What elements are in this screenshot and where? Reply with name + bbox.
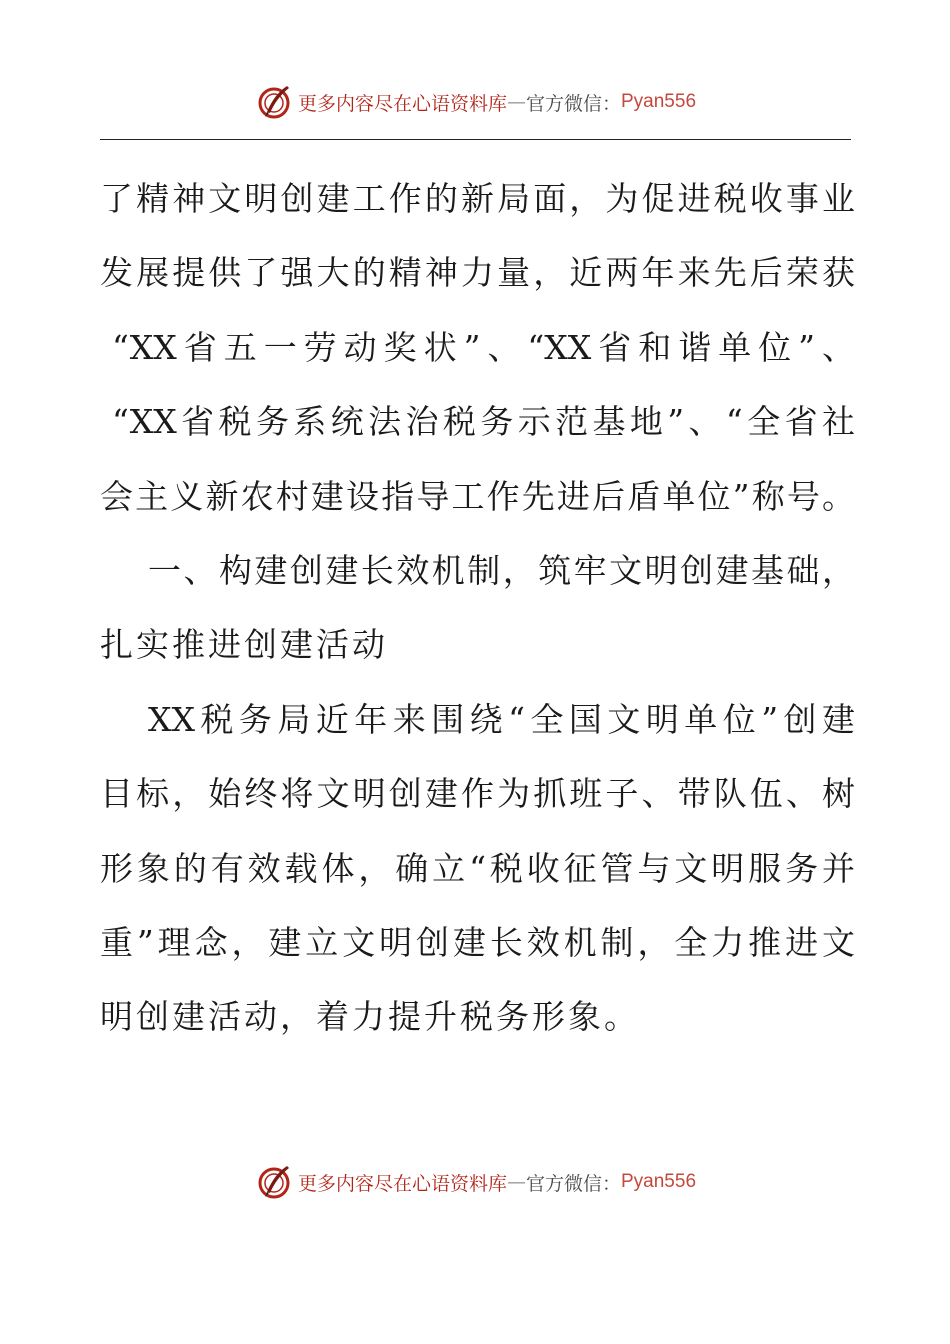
text-line: 明创建活动，着力提升税务形象。: [100, 997, 640, 1037]
header-divider: [100, 139, 851, 140]
text-line: “XX省税务系统法治税务示范基地”、“全省社: [112, 402, 855, 442]
watermark-dash: —: [506, 1171, 526, 1193]
header-watermark: [0, 80, 950, 124]
text-line: 会主义新农村建设指导工作先进后盾单位”称号。: [100, 476, 855, 516]
document-body: [100, 162, 855, 1055]
text-line: 了精神文明创建工作的新局面，为促进税收事业: [100, 179, 855, 218]
watermark-wechat-label: 官方微信：: [525, 1172, 621, 1195]
text-line: XX税务局近年来围绕“全国文明单位”创建: [148, 699, 855, 739]
watermark-wechat-label: 官方微信：: [525, 92, 621, 115]
quill-pen-logo-icon: [254, 82, 294, 122]
watermark-site-name: 更多内容尽在心语资料库: [297, 1172, 507, 1195]
watermark-wechat-id: Pyan556: [621, 91, 697, 112]
section-heading-line: 扎实推进创建活动: [100, 625, 388, 665]
watermark-wechat-id: Pyan556: [621, 1171, 697, 1192]
text-line: 重”理念，建立文明创建长效机制，全力推进文: [100, 922, 855, 962]
watermark-site-name: 更多内容尽在心语资料库: [297, 92, 507, 115]
section-heading-line: 一、构建创建长效机制，筑牢文明创建基础，: [148, 550, 855, 590]
text-line: 形象的有效载体，确立“税收征管与文明服务并: [100, 848, 855, 888]
text-line: “XX省五一劳动奖状”、“XX省和谐单位”、: [112, 327, 855, 367]
text-line: 发展提供了强大的精神力量，近两年来先后荣获: [100, 253, 855, 293]
quill-pen-logo-icon: [254, 1162, 294, 1202]
text-line: 目标，始终将文明创建作为抓班子、带队伍、树: [100, 774, 855, 814]
watermark-dash: —: [506, 91, 526, 113]
footer-watermark: [0, 1160, 950, 1204]
